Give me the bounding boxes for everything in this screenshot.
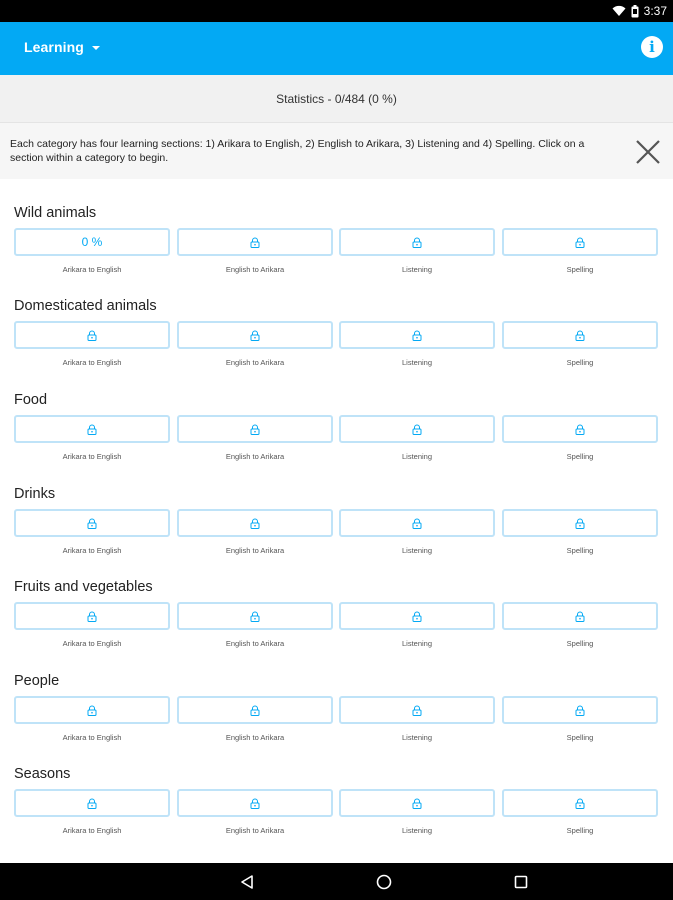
- lock-icon: [87, 705, 97, 716]
- lock-icon: [87, 518, 97, 529]
- lock-icon: [575, 330, 585, 341]
- section-label: Listening: [401, 639, 433, 648]
- section-locked-button[interactable]: [502, 509, 658, 537]
- lock-icon: [250, 237, 260, 248]
- section-locked-button[interactable]: [14, 321, 170, 349]
- lock-icon: [575, 237, 585, 248]
- section-locked-button[interactable]: [177, 228, 333, 256]
- lock-icon: [87, 424, 97, 435]
- learning-section: [502, 415, 658, 463]
- learning-section: [14, 696, 170, 744]
- section-locked-button[interactable]: [14, 789, 170, 817]
- section-locked-button[interactable]: [339, 509, 495, 537]
- section-label: Spelling: [566, 826, 594, 835]
- lock-icon: [87, 330, 97, 341]
- category-title: Food: [14, 392, 48, 408]
- lock-icon: [250, 424, 260, 435]
- learning-section: [339, 321, 495, 369]
- category-list: [0, 179, 673, 863]
- learning-section: [339, 602, 495, 650]
- learning-section: [177, 509, 333, 557]
- section-label: Listening: [401, 452, 433, 461]
- section-label: Arikara to English: [62, 639, 122, 648]
- section-label: Listening: [401, 358, 433, 367]
- statistics-text: Statistics - 0/484 (0 %): [276, 91, 397, 106]
- section-locked-button[interactable]: [339, 696, 495, 724]
- learning-section: [14, 228, 170, 276]
- section-label: Arikara to English: [62, 265, 122, 274]
- learning-section: [339, 415, 495, 463]
- learning-section: [177, 228, 333, 276]
- statistics-bar: [0, 75, 673, 122]
- status-icons: [612, 0, 667, 22]
- section-label: Spelling: [566, 452, 594, 461]
- section-label: English to Arikara: [225, 639, 285, 648]
- section-label: Arikara to English: [62, 546, 122, 555]
- learning-section: [177, 321, 333, 369]
- section-locked-button[interactable]: [177, 509, 333, 537]
- category-title: Fruits and vegetables: [14, 579, 153, 595]
- recents-icon[interactable]: [511, 872, 531, 892]
- status-bar: [0, 0, 673, 22]
- section-label: Arikara to English: [62, 358, 122, 367]
- battery-icon: [631, 5, 639, 18]
- learning-section: [177, 696, 333, 744]
- lock-icon: [412, 424, 422, 435]
- section-label: Spelling: [566, 733, 594, 742]
- section-label: Listening: [401, 733, 433, 742]
- learning-section: [502, 321, 658, 369]
- section-label: English to Arikara: [225, 733, 285, 742]
- category: [0, 486, 673, 580]
- wifi-icon: [612, 5, 626, 17]
- lock-icon: [87, 611, 97, 622]
- section-label: English to Arikara: [225, 452, 285, 461]
- info-icon[interactable]: i: [641, 36, 663, 58]
- lock-icon: [412, 798, 422, 809]
- learning-section: [339, 228, 495, 276]
- category: [0, 392, 673, 486]
- lock-icon: [250, 330, 260, 341]
- section-label: Spelling: [566, 265, 594, 274]
- app-title[interactable]: Learning: [24, 39, 84, 55]
- section-label: English to Arikara: [225, 546, 285, 555]
- section-locked-button[interactable]: [339, 321, 495, 349]
- section-locked-button[interactable]: [339, 789, 495, 817]
- category: [0, 298, 673, 392]
- lock-icon: [575, 611, 585, 622]
- learning-section: [339, 789, 495, 837]
- lock-icon: [250, 705, 260, 716]
- section-locked-button[interactable]: [177, 602, 333, 630]
- lock-icon: [412, 330, 422, 341]
- lock-icon: [412, 518, 422, 529]
- section-label: English to Arikara: [225, 826, 285, 835]
- learning-section: [177, 415, 333, 463]
- section-locked-button[interactable]: [339, 602, 495, 630]
- app-bar: [0, 22, 673, 75]
- learning-section: [502, 509, 658, 557]
- category: [0, 766, 673, 860]
- lock-icon: [575, 424, 585, 435]
- section-label: Arikara to English: [62, 733, 122, 742]
- section-locked-button[interactable]: [339, 228, 495, 256]
- lock-icon: [575, 705, 585, 716]
- category-title: Domesticated animals: [14, 298, 157, 314]
- close-icon[interactable]: [635, 139, 661, 165]
- section-label: English to Arikara: [225, 358, 285, 367]
- learning-section: [177, 789, 333, 837]
- section-locked-button[interactable]: [339, 415, 495, 443]
- section-locked-button[interactable]: [177, 789, 333, 817]
- section-label: Spelling: [566, 639, 594, 648]
- category: [0, 673, 673, 767]
- back-icon[interactable]: [237, 872, 257, 892]
- lock-icon: [575, 518, 585, 529]
- section-progress-button[interactable]: 0 %: [14, 228, 170, 256]
- lock-icon: [412, 611, 422, 622]
- learning-section: [502, 696, 658, 744]
- navigation-bar: [0, 863, 673, 900]
- lock-icon: [250, 798, 260, 809]
- section-locked-button[interactable]: [14, 602, 170, 630]
- category-title: Drinks: [14, 486, 56, 502]
- category: [0, 205, 673, 299]
- lock-icon: [250, 611, 260, 622]
- lock-icon: [87, 798, 97, 809]
- learning-section: [14, 321, 170, 369]
- learning-section: [502, 602, 658, 650]
- section-locked-button[interactable]: [14, 696, 170, 724]
- status-time: 3:37: [643, 4, 667, 18]
- section-label: Arikara to English: [62, 826, 122, 835]
- lock-icon: [412, 237, 422, 248]
- info-text: Each category has four learning sections: 1) Arikara to English, 2) English to Arikara, 3) Listening and 4) Spelling. Click on a section within a category to begin.: [10, 138, 585, 164]
- section-label: Listening: [401, 265, 433, 274]
- section-label: Spelling: [566, 358, 594, 367]
- section-locked-button[interactable]: [177, 321, 333, 349]
- learning-section: [14, 602, 170, 650]
- learning-section: [339, 509, 495, 557]
- dropdown-caret-icon[interactable]: [91, 44, 101, 52]
- section-locked-button[interactable]: [502, 602, 658, 630]
- home-icon[interactable]: [374, 872, 394, 892]
- section-label: Listening: [401, 826, 433, 835]
- learning-section: [502, 789, 658, 837]
- section-locked-button[interactable]: [502, 789, 658, 817]
- learning-section: [14, 789, 170, 837]
- section-label: Arikara to English: [62, 452, 122, 461]
- section-locked-button[interactable]: [502, 696, 658, 724]
- learning-section: [339, 696, 495, 744]
- category-title: Wild animals: [14, 205, 97, 221]
- section-locked-button[interactable]: [14, 509, 170, 537]
- section-label: Spelling: [566, 546, 594, 555]
- info-panel: [0, 122, 673, 179]
- section-locked-button[interactable]: [177, 415, 333, 443]
- learning-section: [502, 228, 658, 276]
- section-label: English to Arikara: [225, 265, 285, 274]
- section-locked-button[interactable]: [502, 228, 658, 256]
- lock-icon: [412, 705, 422, 716]
- learning-section: [14, 415, 170, 463]
- section-label: Listening: [401, 546, 433, 555]
- learning-section: [177, 602, 333, 650]
- category: [0, 579, 673, 673]
- category-title: People: [14, 673, 60, 689]
- section-locked-button[interactable]: [177, 696, 333, 724]
- section-locked-button[interactable]: [14, 415, 170, 443]
- lock-icon: [575, 798, 585, 809]
- category-title: Seasons: [14, 766, 71, 782]
- section-locked-button[interactable]: [502, 321, 658, 349]
- section-locked-button[interactable]: [502, 415, 658, 443]
- lock-icon: [250, 518, 260, 529]
- learning-section: [14, 509, 170, 557]
